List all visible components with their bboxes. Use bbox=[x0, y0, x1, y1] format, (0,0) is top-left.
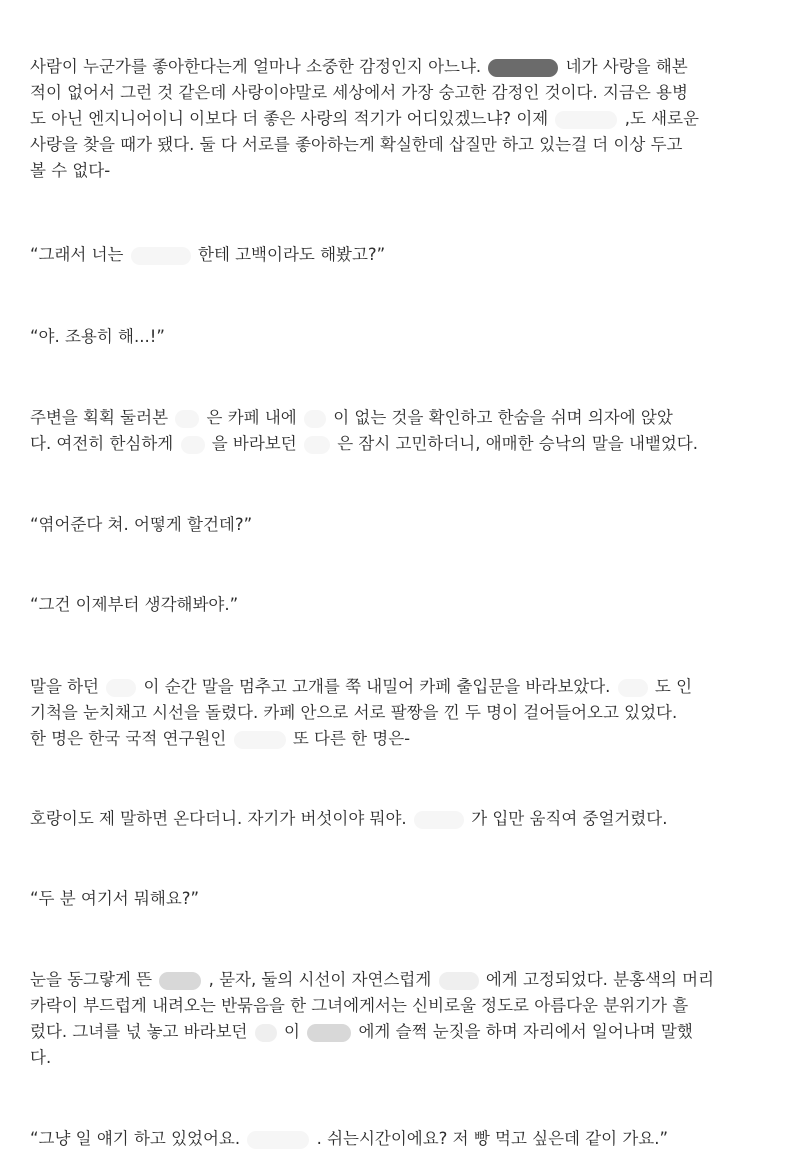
text-segment: 주변을 획획 둘러본 bbox=[30, 408, 169, 427]
text-segment: 에게 고정되었다. 분홍색의 머리 bbox=[485, 970, 715, 989]
text-segment: . 쉬는시간이에요? 저 빵 먹고 싶은데 같이 가요.” bbox=[316, 1129, 669, 1148]
redacted-name bbox=[439, 972, 479, 990]
text-segment: 은 잠시 고민하더니, 애매한 승낙의 말을 내뱉었다. bbox=[337, 434, 698, 453]
text-segment: 가 입만 움직여 중얼거렸다. bbox=[471, 809, 668, 828]
text-segment: 에게 슬쩍 눈짓을 하며 자리에서 일어나며 말했 bbox=[358, 1022, 693, 1041]
paragraph bbox=[30, 592, 774, 618]
redacted-name bbox=[255, 1024, 277, 1042]
paragraph bbox=[30, 806, 774, 832]
text-segment: ,도 새로운 bbox=[624, 109, 699, 128]
text-segment: 네가 사랑을 해본 bbox=[565, 57, 688, 76]
redacted-name bbox=[131, 247, 191, 265]
text-segment: 눈을 동그랗게 뜬 bbox=[30, 970, 153, 989]
text-segment: 렀다. 그녀를 넋 놓고 바라보던 bbox=[30, 1022, 248, 1041]
text-line bbox=[30, 700, 774, 726]
redacted-name bbox=[181, 436, 205, 454]
paragraph bbox=[30, 967, 774, 1071]
text-line bbox=[30, 132, 774, 158]
text-segment: 또 다른 한 명은- bbox=[292, 729, 411, 748]
text-line bbox=[30, 54, 774, 80]
paragraph bbox=[30, 242, 774, 268]
text-segment: 호랑이도 제 말하면 온다더니. 자기가 버섯이야 뭐야. bbox=[30, 809, 407, 828]
redacted-name bbox=[414, 811, 464, 829]
paragraph bbox=[30, 405, 774, 457]
redacted-name bbox=[618, 679, 648, 697]
text-line bbox=[30, 1019, 774, 1045]
text-segment: 적이 없어서 그런 것 같은데 사랑이야말로 세상에서 가장 숭고한 감정인 것이다. 지금은 용병 bbox=[30, 83, 688, 102]
redacted-name bbox=[488, 59, 558, 77]
text-segment: 도 아닌 엔지니어이니 이보다 더 좋은 사랑의 적기가 어디있겠느냐? 이제 bbox=[30, 109, 549, 128]
redacted-name bbox=[304, 436, 330, 454]
text-line bbox=[30, 431, 774, 457]
text-segment: , 묻자, 둘의 시선이 자연스럽게 bbox=[208, 970, 432, 989]
paragraph bbox=[30, 324, 774, 350]
text-segment: “그래서 너는 bbox=[30, 245, 124, 264]
text-line bbox=[30, 726, 774, 752]
text-segment: 기척을 눈치채고 시선을 돌렸다. 카페 안으로 서로 팔짱을 낀 두 명이 걸어들어오고 있었다. bbox=[30, 703, 678, 722]
text-segment: “그냥 일 얘기 하고 있었어요. bbox=[30, 1129, 241, 1148]
redacted-name bbox=[175, 410, 199, 428]
text-line bbox=[30, 886, 774, 912]
text-line bbox=[30, 158, 774, 184]
text-line bbox=[30, 806, 774, 832]
redacted-name bbox=[304, 410, 326, 428]
text-line bbox=[30, 674, 774, 700]
text-segment: “그건 이제부터 생각해봐야.” bbox=[30, 595, 239, 614]
redacted-name bbox=[247, 1131, 309, 1149]
text-segment: “엮어준다 쳐. 어떻게 할건데?” bbox=[30, 515, 253, 534]
text-line bbox=[30, 1126, 774, 1152]
text-segment: 다. bbox=[30, 1048, 52, 1067]
text-line bbox=[30, 967, 774, 993]
text-line bbox=[30, 993, 774, 1019]
paragraph bbox=[30, 674, 774, 752]
text-segment: 이 순간 말을 멈추고 고개를 쭉 내밀어 카페 출입문을 바라보았다. bbox=[143, 677, 611, 696]
text-segment: 은 카페 내에 bbox=[206, 408, 297, 427]
text-segment: 이 bbox=[284, 1022, 300, 1041]
text-segment: 카락이 부드럽게 내려오는 반묶음을 한 그녀에게서는 신비로울 정도로 아름다운 분위기가 흘 bbox=[30, 996, 689, 1015]
text-segment: 사랑을 찾을 때가 됐다. 둘 다 서로를 좋아하는게 확실한데 삽질만 하고 있는걸 더 이상 두고 bbox=[30, 135, 683, 154]
text-line bbox=[30, 242, 774, 268]
text-line bbox=[30, 512, 774, 538]
text-segment: 이 없는 것을 확인하고 한숨을 쉬며 의자에 앉았 bbox=[333, 408, 673, 427]
text-segment: 말을 하던 bbox=[30, 677, 100, 696]
redacted-name bbox=[234, 731, 286, 749]
redacted-name bbox=[106, 679, 136, 697]
text-segment: 볼 수 없다- bbox=[30, 161, 111, 180]
text-segment: 다. 여전히 한심하게 bbox=[30, 434, 174, 453]
text-line bbox=[30, 405, 774, 431]
paragraph bbox=[30, 54, 774, 184]
text-segment: 한테 고백이라도 해봤고?” bbox=[198, 245, 386, 264]
redacted-name bbox=[555, 111, 617, 129]
redacted-name bbox=[159, 972, 201, 990]
text-line bbox=[30, 80, 774, 106]
text-segment: 을 바라보던 bbox=[211, 434, 297, 453]
redacted-name bbox=[307, 1024, 351, 1042]
text-line bbox=[30, 106, 774, 132]
text-segment: 사람이 누군가를 좋아한다는게 얼마나 소중한 감정인지 아느냐. bbox=[30, 57, 482, 76]
text-line bbox=[30, 592, 774, 618]
text-segment: 도 인 bbox=[654, 677, 693, 696]
text-segment: “두 분 여기서 뭐해요?” bbox=[30, 889, 200, 908]
paragraph bbox=[30, 886, 774, 912]
paragraph bbox=[30, 1126, 774, 1152]
paragraph bbox=[30, 512, 774, 538]
text-line bbox=[30, 324, 774, 350]
text-line bbox=[30, 1045, 774, 1071]
text-segment: “야. 조용히 해...!” bbox=[30, 327, 165, 346]
text-segment: 한 명은 한국 국적 연구원인 bbox=[30, 729, 227, 748]
